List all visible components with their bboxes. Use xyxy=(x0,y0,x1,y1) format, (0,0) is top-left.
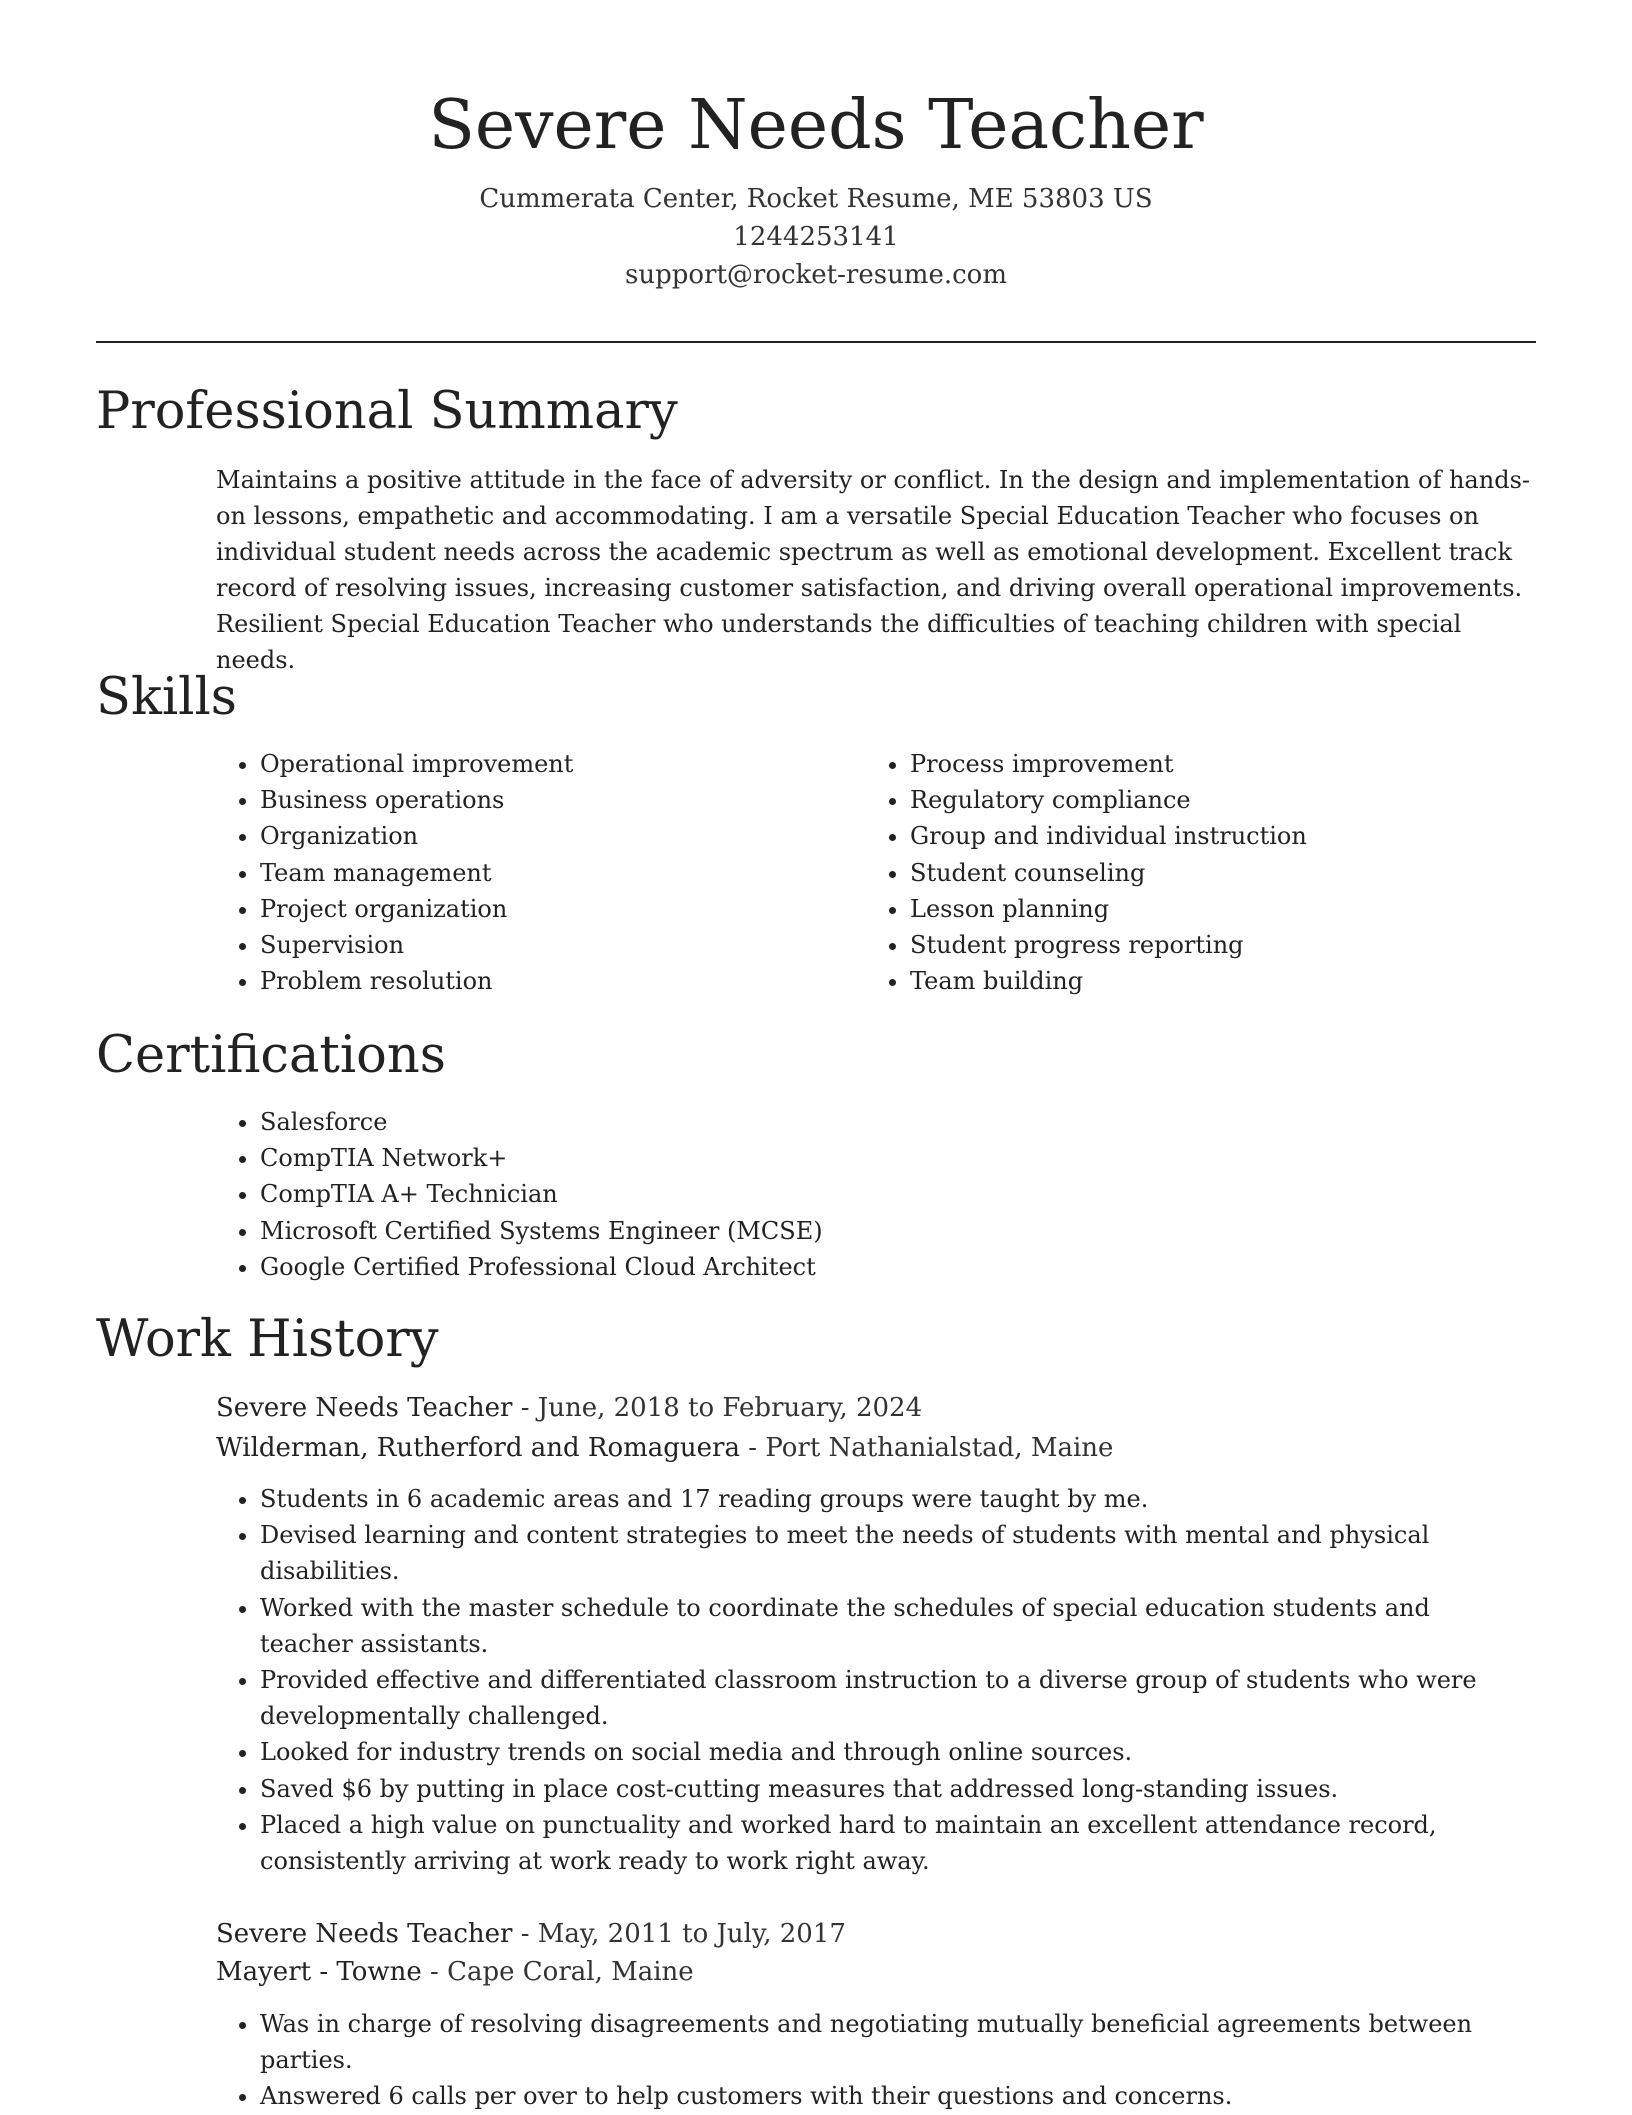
job-company-line xyxy=(216,1428,1113,1468)
certifications-list xyxy=(216,1104,1536,1285)
skills-column-right xyxy=(866,746,1466,999)
job-duty-item: • Placed a high value on punctuality and worked hard to maintain an excellent attendance record, consistently arriving at work ready to work right away. xyxy=(260,1807,1506,1879)
skill-item: • Student counseling xyxy=(910,855,1466,891)
job-duty-item: • Worked with the master schedule to coordinate the schedules of special education students and teacher assistants. xyxy=(260,1590,1506,1662)
phone: 1244253141 xyxy=(733,222,899,252)
job-duty-item: • Was in charge of resolving disagreements and negotiating mutually beneficial agreements between parties. xyxy=(260,2006,1506,2078)
job-title-line xyxy=(216,1388,922,1428)
skill-item: • Lesson planning xyxy=(910,891,1466,927)
skill-item: • Process improvement xyxy=(910,746,1466,782)
job-title: Severe Needs Teacher xyxy=(216,1393,513,1423)
skill-item: • Project organization xyxy=(260,891,816,927)
job-location: Cape Coral, Maine xyxy=(447,1957,694,1987)
section-title-certifications: Certifications xyxy=(96,1026,446,1085)
header-divider xyxy=(96,341,1536,343)
skill-item: • Business operations xyxy=(260,782,816,818)
job-company-line xyxy=(216,1952,694,1992)
skill-item: • Team building xyxy=(910,963,1466,999)
certification-item: • Salesforce xyxy=(260,1104,1536,1140)
job-dates: May, 2011 to July, 2017 xyxy=(537,1919,846,1949)
job-duties-list xyxy=(216,1481,1506,1879)
skills-list-right xyxy=(866,746,1466,999)
separator: - xyxy=(512,1919,538,1949)
certifications-block xyxy=(216,1104,1536,1285)
summary-text: Maintains a positive attitude in the face of adversity or conflict. In the design and implementation of hands-on lessons, empathetic and accommodating. I am a versatile Special Education Teacher who focuses on individual student needs across the academic spectrum as well as emotional development. Excellent track record of resolving issues, increasing customer satisfaction, and driving overall operational improvements. Resilient Special Education Teacher who understands the difficulties of teaching children with special needs. xyxy=(216,466,1530,674)
certification-item: • CompTIA A+ Technician xyxy=(260,1176,1536,1212)
candidate-name: Severe Needs Teacher xyxy=(428,86,1204,165)
job-duty-item: • Students in 6 academic areas and 17 reading groups were taught by me. xyxy=(260,1481,1506,1517)
skill-item: • Operational improvement xyxy=(260,746,816,782)
skill-item: • Student progress reporting xyxy=(910,927,1466,963)
skill-item: • Supervision xyxy=(260,927,816,963)
skill-item: • Regulatory compliance xyxy=(910,782,1466,818)
job-title: Severe Needs Teacher xyxy=(216,1919,513,1949)
job-dates: June, 2018 to February, 2024 xyxy=(537,1393,923,1423)
job-duty-item: • Provided effective and differentiated classroom instruction to a diverse group of students who were developmentally challenged. xyxy=(260,1662,1506,1734)
email: support@rocket-resume.com xyxy=(624,260,1007,290)
separator: - xyxy=(739,1433,766,1463)
section-title-work-history: Work History xyxy=(96,1310,439,1369)
certification-item: • Google Certified Professional Cloud Architect xyxy=(260,1249,1536,1285)
address: Cummerata Center, Rocket Resume, ME 53803 US xyxy=(479,184,1153,214)
company-name: Wilderman, Rutherford and Romaguera xyxy=(216,1433,740,1463)
skills-list-left xyxy=(216,746,816,999)
job-duty-item: • Answered 6 calls per over to help customers with their questions and concerns. xyxy=(260,2078,1506,2114)
job-duties xyxy=(216,1481,1506,1879)
job-duties xyxy=(216,2006,1506,2115)
job-duty-item: • Saved $6 by putting in place cost-cutting measures that addressed long-standing issues. xyxy=(260,1771,1506,1807)
resume-header xyxy=(96,82,1536,294)
separator: - xyxy=(512,1393,538,1423)
certification-item: • CompTIA Network+ xyxy=(260,1140,1536,1176)
job-duties-list xyxy=(216,2006,1506,2115)
skill-item: • Organization xyxy=(260,818,816,854)
section-title-summary: Professional Summary xyxy=(96,382,678,441)
job-duty-item: • Looked for industry trends on social media and through online sources. xyxy=(260,1734,1506,1770)
job-title-line xyxy=(216,1914,846,1954)
skill-item: • Group and individual instruction xyxy=(910,818,1466,854)
job-location: Port Nathanialstad, Maine xyxy=(765,1433,1114,1463)
skill-item: • Problem resolution xyxy=(260,963,816,999)
section-title-skills: Skills xyxy=(96,668,237,727)
job-duty-item: • Devised learning and content strategies to meet the needs of students with mental and physical disabilities. xyxy=(260,1517,1506,1589)
separator: - xyxy=(421,1957,448,1987)
skill-item: • Team management xyxy=(260,855,816,891)
skills-column-left xyxy=(216,746,816,999)
company-name: Mayert - Towne xyxy=(216,1957,422,1987)
certification-item: • Microsoft Certified Systems Engineer (MCSE) xyxy=(260,1213,1536,1249)
